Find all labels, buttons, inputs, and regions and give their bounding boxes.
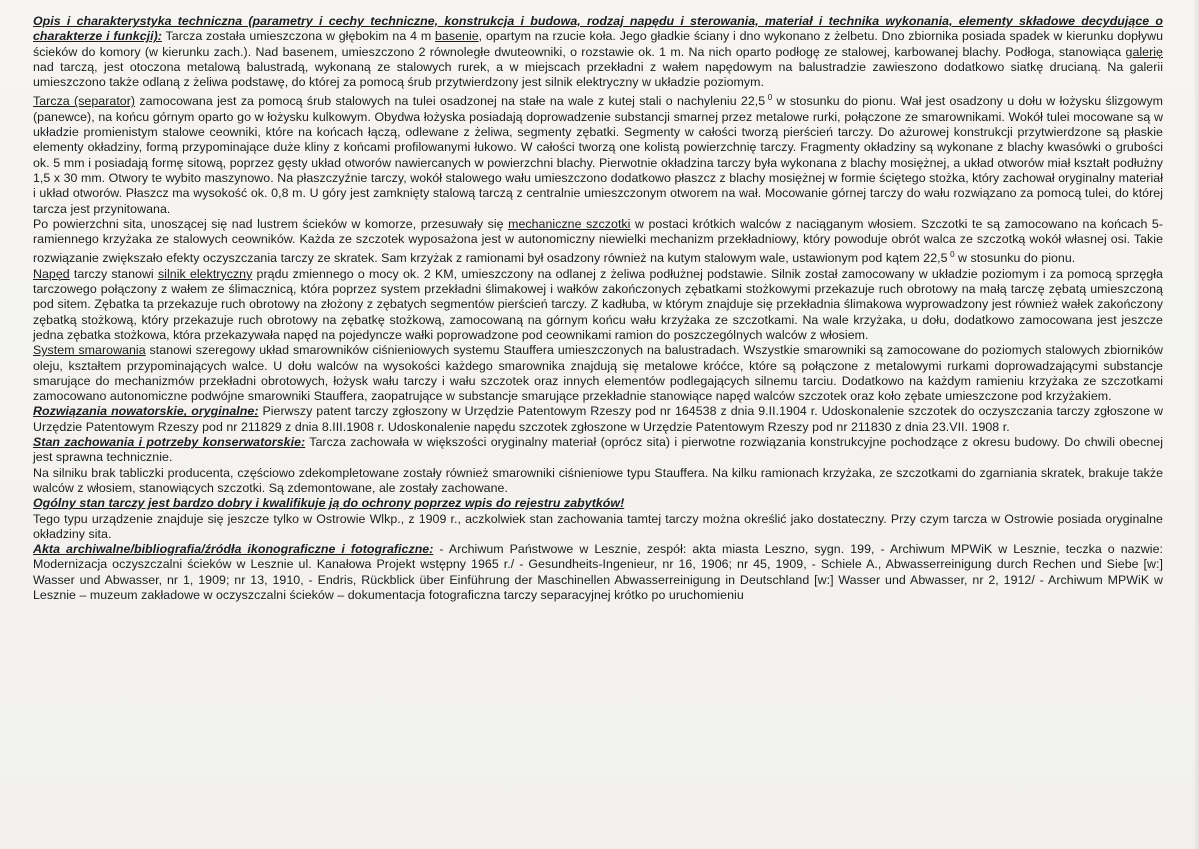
section-heading-innovations: Rozwiązania nowatorskie, oryginalne: bbox=[33, 404, 259, 419]
underlined-term-gallery: galerię bbox=[1125, 44, 1163, 59]
text-run: - Archiwum Państwowe w Lesznie, zespół: akta miasta Leszno, sygn. 199, - Archiwum MPWiK w Lesznie, teczka o nazwie: Modernizacja oczyszczalni ścieków w Lesznie ul. Kanałowa Projekt wstępny 1965 r./ - Gesundheits-Ingenieur, nr 16, 1906; nr 45, 1909, - Schiele A., Abwasserreinigung durch Rechen und Siebe [w:] Wasser und Abwasser, nr 1, 1909; nr 13, 1910, - Endris, Rückblick über Einführung der Maschinellen Abwasserreinigung in Deutschland [w:] Wasser und Abwasser, nr 2, 1912/ - Archiwum MPWiK w Lesznie – muzeum zakładowe w oczyszczalni ścieków – dokumentacja fotograficzna tarczy separacyjnej krótko po uruchomieniu bbox=[33, 542, 1163, 602]
text-run: w stosunku do pionu. bbox=[954, 251, 1076, 266]
section-heading-archives: Akta archiwalne/bibliografia/źródła ikonograficzne i fotograficzne: bbox=[33, 542, 434, 557]
paragraph-archives bbox=[33, 542, 1163, 603]
paragraph-brushes bbox=[33, 217, 1163, 267]
text-run: Pierwszy patent tarczy zgłoszony w Urzędzie Patentowym Rzeszy pod nr 164538 z dnia 9.II.1904 r. Udoskonalenie szczotek do oczyszczania tarczy zgłoszone w Urzędzie Patentowym Rzeszy pod nr 211829 z dnia 8.III.1908 r. Udoskonalenie napędu szczotek zgłoszone w Urzędzie Patentowym Rzeszy pod nr 211830 z dnia 23.VII. 1908 r. bbox=[33, 404, 1163, 434]
paragraph-technical-description bbox=[33, 14, 1163, 90]
text-run: Tarcza została umieszczona w głębokim na 4 m bbox=[161, 29, 435, 44]
paragraph-disc-separator bbox=[33, 90, 1163, 216]
text-run: Po powierzchni sita, unoszącej się nad lustrem ścieków w komorze, przesuwały się bbox=[33, 216, 509, 231]
text-run: zamocowana jest za pomocą śrub stalowych na tulei osadzonej na stałe na wale z kutej stali o nachyleniu 22,5 bbox=[135, 94, 766, 109]
text-run: tarczy stanowi bbox=[69, 266, 158, 281]
paragraph-comparison: Tego typu urządzenie znajduje się jeszcze tylko w Ostrowie Wlkp., z 1909 r., aczkolwiek stan zachowania tamtej tarczy można określić jako dostateczny. Przy czym tarcza w Ostrowie posiada oryginalne okładziny sita. bbox=[33, 511, 1163, 541]
degree-superscript: 0 bbox=[950, 250, 955, 260]
paragraph-overall-condition: Ogólny stan tarczy jest bardzo dobry i kwalifikuje ją do ochrony poprzez wpis do rejestru zabytków! bbox=[33, 496, 625, 511]
underlined-term-drive: Napęd bbox=[33, 266, 70, 281]
paragraph-condition bbox=[33, 435, 1163, 466]
text-run: w stosunku do pionu. Wał jest osadzony u dołu w łożysku ślizgowym (panewce), na końcu górnym oparto go w łożysku kulkowym. Obydwa łożyska posiadają doprowadzenie substancji smarnej przez metalowe rurki, połączone ze smarownikami. Wokół tulei mocowane są w układzie promienistym stalowe ceowniki, które na końcach łączą, odlewane z żeliwa, segmenty zębatki. Segmenty w całości tworzą pierścień tarczy. Do ażurowej konstrukcji przytwierdzone są płaskie elementy okładziny, formą przypominające duże kliny z końcami profilowanymi łukowo. W całości tworzą one kolistą powierzchnię tarczy. Fragmenty okładziny są wykonane z blachy kwasówki o grubości ok. 5 mm i posiadają formę sitową, poprzez gęsty układ otworów nawiercanych w powierzchni blachy. Pierwotnie okładzina tarczy była wykonana z blachy mosiężnej, a układ otworów miał kształt podłużny 1,5 x 30 mm. Otwory te wybito maszynowo. Na płaszczyźnie tarczy, wokół stalowego wału umieszczono dodatkowo płaszcz z blachy mosiężnej w formie ściętego stożka, który zachował oryginalny materiał i układ otworów. Płaszcz ma wysokość ok. 0,8 m. U góry jest zamknięty stalową tarczą z centralnie umieszczonym otworem na wał. Mocowanie górnej tarczy do wału rozwiązano za pomocą tulei, do której tarcza jest przynitowana. bbox=[33, 94, 1163, 216]
underlined-term-lubrication: System smarowania bbox=[33, 343, 146, 358]
text-run: nad tarczą, jest otoczona metalową balustradą, wykonaną ze stalowych rurek, a w miejscach przekładni z wałem napędowym na balustradzie zawieszono dodatkowo siatkę drucianą. Na galerii umieszczono także odlaną z żeliwa podstawę, do której za pomocą śrub przytwierdzony jest silnik elektryczny w układzie poziomym. bbox=[33, 59, 1163, 90]
underlined-term-disc: Tarcza (separator) bbox=[33, 94, 136, 109]
underlined-term-brushes: mechaniczne szczotki bbox=[508, 216, 631, 231]
paragraph-innovations bbox=[33, 404, 1163, 435]
document-body bbox=[33, 14, 1163, 603]
section-heading-condition: Stan zachowania i potrzeby konserwatorskie: bbox=[33, 435, 306, 450]
paragraph-missing-parts: Na silniku brak tabliczki producenta, częściowo zdekompletowane zostały również smarowniki ciśnieniowe typu Stauffera. Na kilku ramionach krzyżaka, ze szczotkami do zgarniania skratek, brakuje także walców z włosiem, stanowiących szczotki. Są zdemontowane, ale zostały zachowane. bbox=[33, 465, 1163, 495]
text-run: stanowi szeregowy układ smarowników ciśnieniowych systemu Stauffera umieszczonych na balustradach. Wszystkie smarowniki są zamocowane do poziomych stalowych zbiorników oleju, kształtem przypominających walce. U dołu walców na wysokości każdego smarownika znajdują się metalowe króćce, które są połączone z metalowymi rurkami doprowadzającymi substancje smarujące do mechanizmów przekładni obrotowych, łożysk wału tarczy i wału szczotek oraz innych elementów podlegających silnemu tarciu. Dodatkowo na każdym ramieniu krzyżaka ze szczotkami zamocowano autonomiczne podwójne smarowniki Stauffera, zaopatrujące w substancje smarujące przekładnie stanowiące napęd walców szczotek oraz koło zębate umieszczone pod krzyżakiem. bbox=[33, 343, 1163, 404]
text-run: Tarcza zachowała w większości oryginalny materiał (oprócz sita) i pierwotne rozwiązania konstrukcyjne pochodzące z okresu budowy. Do chwili obecnej jest sprawna technicznie. bbox=[33, 435, 1163, 465]
text-run: , opartym na rzucie koła. Jego gładkie ściany i dno wykonano z żelbetu. Dno zbiornika posiada spadek w kierunku dopływu ścieków do komory (w kierunku zach.). Nad basenem, umieszczono 2 równoległe dwuteowniki, o rozstawie ok. 1 m. Na nich oparto podłogę ze stalowej, karbowanej blachy. Podłoga, stanowiąca bbox=[33, 29, 1164, 59]
section-heading-technical: Opis i charakterystyka techniczna (parametry i cechy techniczne, konstrukcja i budowa, rodzaj napędu i sterowania, materiał i technika wykonania, elementy składowe decydujące o charakterze i funkcji): bbox=[33, 14, 1163, 44]
page-edge-shadow bbox=[1193, 0, 1199, 849]
paragraph-drive bbox=[33, 267, 1163, 343]
text-run: prądu zmiennego o mocy ok. 2 KM, umieszczony na odlanej z żeliwa podłużnej podstawie. Silnik został zamocowany w układzie poziomym i za pomocą sprzęgła tarczowego połączony z wałem ze ślimacznicą, która poprzez system przekładni ślimakowej i wałków zakończonych zębatkami stożkowymi przekazuje ruch obrotowy na małą tarczę zębatą umieszczoną pod sitem. Zębatka ta przekazuje ruch obrotowy na złożony z zębatych segmentów pierścień tarczy. Z kadłuba, w którym znajduje się przekładnia ślimakowa wyprowadzony jest również wałek zakończony zębatką stożkową, który przekazuje ruch obrotowy na zębatkę stożkową, zamocowaną na górnym końcu wału krzyżaka ze szczotkami. Na wale krzyżaka, u dołu, dodatkowo zamocowana jest jeszcze jedna zębatka stożkowa, która przekazywała napęd na pojedyncze wałki poprowadzone pod ceownikami ramion do poszczególnych walców z włosiem. bbox=[33, 266, 1163, 342]
underlined-term-motor: silnik elektryczny bbox=[157, 266, 253, 281]
paragraph-lubrication bbox=[33, 343, 1163, 404]
text-run: w postaci krótkich walców z naciąganym włosiem. Szczotki te są zamocowano na końcach 5-ramiennego krzyżaka ze stalowych ceowników. Każda ze szczotek wyposażona jest w autonomiczny niewielki mechanizm przekładniowy, który powoduje obrót walca ze szczotką wokół własnej osi. Takie rozwiązanie zwiększało efekty oczyszczania tarczy ze skratek. Sam krzyżak z ramionami był osadzony również na kutym stalowym wale, ustawionym pod kątem 22,5 bbox=[33, 216, 1164, 266]
degree-superscript: 0 bbox=[767, 93, 773, 103]
underlined-term-basin: basenie bbox=[434, 29, 479, 44]
